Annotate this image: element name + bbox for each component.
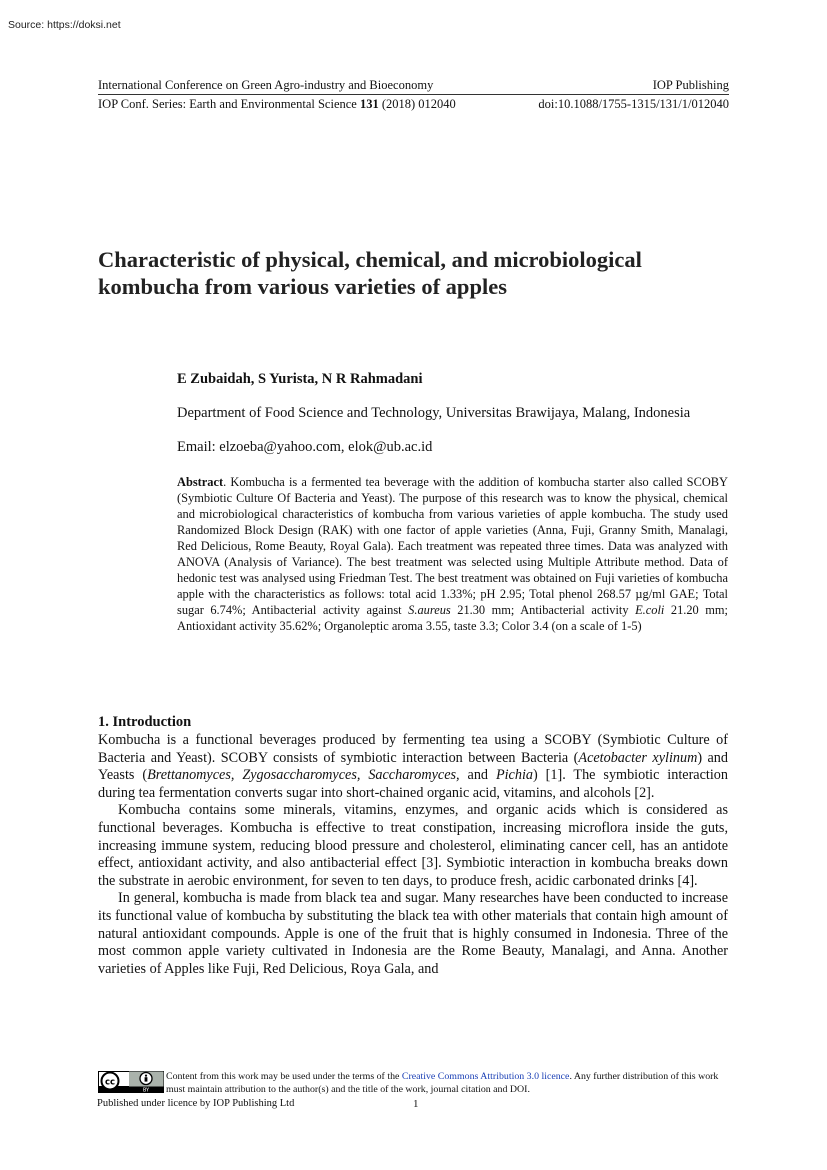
license-link[interactable]: Creative Commons Attribution 3.0 licence <box>401 1071 570 1082</box>
authors: E Zubaidah, S Yurista, N R Rahmadani <box>177 371 423 387</box>
license-statement: Content from this work may be used under the terms of the Creative Commons Attribution 3.0 licence. Any further distribution of this work must maintain attribution to the author(s) and the title of the work, journal citation and DOI. <box>166 1071 719 1095</box>
running-header <box>98 78 729 93</box>
abstract: Abstract. Kombucha is a fermented tea beverage with the addition of kombucha starter also called SCOBY (Symbiotic Culture Of Bacteria and Yeast). The purpose of this research was to know the physical, chemical and microbiological characteristics of kombucha from various varieties of apple kombucha. The study used Randomized Block Design (RAK) with one factor of apple varieties (Anna, Fuji, Granny Smith, Manalagi, Red Delicious, Rome Beauty, Royal Gala). Each treatment was repeated three times. Data was analyzed with ANOVA (Analysis of Variance). The best treatment was selected using Multiple Attribute method. Data of hedonic test was analysed using Friedman Test. The best treatment was obtained on Fuji varieties of kombucha apple with the characteristics as follows: total acid 1.33%; pH 2.95; Total phenol 268.57 µg/ml GAE; Total sugar 6.74%; Antibacterial activity against S.aureus 21.30 mm; Antibacterial activity E.coli 21.20 mm; Antioxidant activity 35.62%; Organoleptic aroma 3.55, taste 3.3; Color 3.4 (on a scale of 1-5) <box>177 475 728 633</box>
header-rule <box>98 94 729 95</box>
conference-name: International Conference on Green Agro-industry and Bioeconomy <box>98 78 434 92</box>
series-line <box>98 97 729 112</box>
cc-label: cc <box>104 1077 116 1088</box>
cc-by-license-icon <box>98 1071 164 1093</box>
volume-number: 131 <box>359 97 379 111</box>
published-note: Published under licence by IOP Publishing Ltd <box>97 1098 295 1109</box>
page-number: 1 <box>413 1098 419 1110</box>
section-heading: 1. Introduction <box>98 714 192 730</box>
doi: doi:10.1088/1755-1315/131/1/012040 <box>538 97 729 111</box>
paragraph: Kombucha contains some minerals, vitamins, enzymes, and organic acids which is considered as functional beverages. Kombucha is effective to treat constipation, increasing microflora inside the guts, increasing immune system, reducing blood pressure and cholesterol, eliminating cancer cell, has an antidote effect, antioxidant activity, and also antibacterial effect [3]. Symbiotic interaction in kombucha breaks down the substrate in aerobic environment, for seven to ten days, to produce fresh, acidic carbonated drinks [4]. <box>98 802 728 889</box>
by-label: BY <box>142 1087 150 1093</box>
publisher-name: IOP Publishing <box>652 78 729 92</box>
introduction-body <box>98 732 728 978</box>
paper-title: Characteristic of physical, chemical, and microbiological kombucha from various varieties of apples <box>98 247 642 299</box>
paragraph: Kombucha is a functional beverages produced by fermenting tea using a SCOBY (Symbiotic Culture of Bacteria and Yeast). SCOBY consists of symbiotic interaction between Bacteria (Acetobacter xylinum) and Yeasts (Brettanomyces, Zygosaccharomyces, Saccharomyces, and Pichia) [1]. The symbiotic interaction during tea fermentation converts sugar into short-chained organic acid, vitamins, and alcohols [2]. <box>98 732 728 801</box>
email: Email: elzoeba@yahoo.com, elok@ub.ac.id <box>177 439 433 455</box>
paragraph: In general, kombucha is made from black tea and sugar. Many researches have been conducted to increase its functional value of kombucha by substituting the black tea with other materials that contain high amount of natural antioxidant compounds. Apple is one of the fruit that is highly consumed in Indonesia. Three of the most common apple variety cultivated in Indonesia are the Rome Beauty, Manalagi, and Anna. Another varieties of Apples like Fuji, Red Delicious, Roya Gala, and <box>98 890 728 977</box>
abstract-label: Abstract <box>177 475 224 489</box>
source-note: Source: https://doksi.net <box>8 19 121 31</box>
series-citation: IOP Conf. Series: Earth and Environmental Science 131 (2018) 012040 <box>98 97 456 111</box>
affiliation: Department of Food Science and Technology, Universitas Brawijaya, Malang, Indonesia <box>177 405 691 421</box>
